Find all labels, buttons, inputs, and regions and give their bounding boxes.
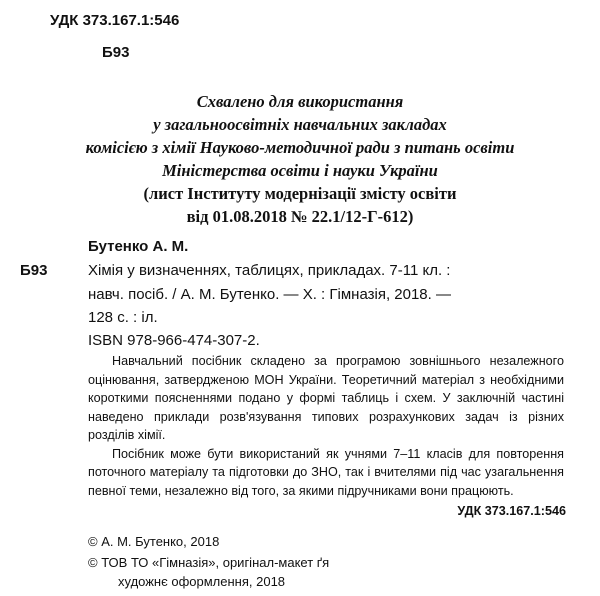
- author-name: Бутенко А. М.: [88, 238, 189, 255]
- copyright-publisher: © ТОВ ТО «Гімназія», оригінал-макет ґя: [88, 555, 330, 570]
- udk-code: УДК 373.167.1:546: [50, 12, 180, 29]
- annotation-paragraph-1: Навчальний посібник складено за програмою зовнішнього незалежного оцінювання, затвердженою МОН України. Теоретичний матеріал з необхідними короткими поясненнями подано у формі таблиць і схем. У заключній частині наведено приклади розв'язування типових розрахункових задач із різних розділів хімії.: [88, 354, 564, 442]
- approval-line-2: у загальноосвітніх навчальних закладах: [153, 115, 447, 134]
- annotation: [88, 352, 564, 500]
- annotation-udk: УДК 373.167.1:546: [457, 504, 566, 518]
- approval-line-3: комісією з хімії Науково-методичної ради з питань освіти: [85, 138, 515, 157]
- approval-letter-line-2: від 01.08.2018 № 22.1/12-Г-612): [186, 207, 414, 226]
- catalog-code: Б93: [20, 262, 48, 279]
- bbk-code: Б93: [102, 44, 130, 61]
- approval-line-4: Міністерства освіти і науки України: [162, 161, 438, 180]
- approval-line-1: Схвалено для використання: [196, 92, 404, 111]
- title-line-3: 128 с. : іл.: [88, 309, 158, 326]
- copyright-author: © А. М. Бутенко, 2018: [88, 534, 220, 549]
- copyright-design: художнє оформлення, 2018: [118, 574, 286, 589]
- isbn: ISBN 978-966-474-307-2.: [88, 332, 260, 349]
- title-line-1: Хімія у визначеннях, таблицях, прикладах. 7-11 кл. :: [88, 262, 451, 279]
- approval-letter-line-1: (лист Інституту модернізації змісту освіти: [143, 184, 457, 203]
- annotation-paragraph-2: Посібник може бути використаний як учнями 7–11 класів для повторення поточного матеріалу та підготовки до ЗНО, так і вчителями під час узагальнення певної теми, незалежно від того, за якими підручниками вони працюють.: [88, 446, 564, 498]
- title-line-2: навч. посіб. / А. М. Бутенко. — Х. : Гімназія, 2018. —: [88, 286, 451, 303]
